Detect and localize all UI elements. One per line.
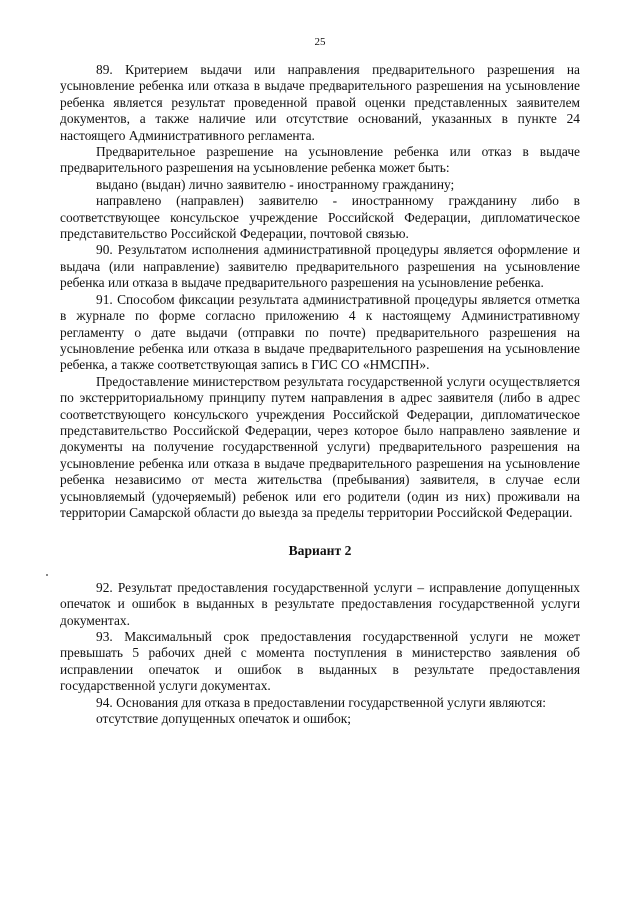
paragraph-sent-by-mail: направлено (направлен) заявителю - иностранному гражданину либо в соответствующее консульское учреждение Российской Федерации, дипломатическое представительство Российской Федерации, почтовой связью. xyxy=(60,193,580,242)
paragraph-93: 93. Максимальный срок предоставления государственной услуги не может превышать 5 рабочих дней с момента поступления в министерство заявления об исправлении опечаток и ошибок в выданных в результате предоставления государственной услуги документах. xyxy=(60,629,580,694)
paragraph-issued-personally: выдано (выдан) лично заявителю - иностранному гражданину; xyxy=(96,176,455,192)
paragraph-extraterritorial: Предоставление министерством результата государственной услуги осуществляется по экстерриториальному принципу путем направления в адрес заявителя (либо в адрес соответствующего консульского учреждения Российской Федерации, дипломатическое представительство Российской Федерации, через которое было направлено заявление и документы на получение государственной услуги) предварительного разрешения на усыновление ребенка или отказа в выдаче предварительного разрешения на усыновление ребенка независимо от места жительства (пребывания) заявителя, в случае если усыновляемый (удочеряемый) ребенок или его родители (один из них) проживали на территории Самарской области до выезда за пределы территории Российской Федерации. xyxy=(60,373,580,520)
page-number: 25 xyxy=(314,36,326,48)
paragraph-91: 91. Способом фиксации результата административной процедуры является отметка в журнале по форме согласно приложению 4 к настоящему Административному регламенту о дате выдачи (отправки по почте) предварительного разрешения на усыновление ребенка или отказа в выдаче предварительного разрешения на усыновление ребенка, а также соответствующая запись в ГИС СО «НМСПН». xyxy=(60,291,580,373)
paragraph-preliminary-permit: Предварительное разрешение на усыновление ребенка или отказ в выдаче предварительного разрешения на усыновление ребенка может быть: xyxy=(60,144,580,176)
document-body xyxy=(60,62,580,727)
paragraph-89: 89. Критерием выдачи или направления предварительного разрешения на усыновление ребенка или отказа в выдаче предварительного разрешения на усыновление ребенка является результат проведенной правой оценки представленных заявителем документов, а также наличие или отсутствие оснований, указанных в пункте 24 настоящего Административного регламента. xyxy=(60,62,580,143)
paragraph-90: 90. Результатом исполнения административной процедуры является оформление и выдача (или направление) заявителю предварительного разрешения на усыновление ребенка или отказа в выдаче предварительного разрешения на усыновление ребенка. xyxy=(60,242,580,291)
paragraph-92: 92. Результат предоставления государственной услуги – исправление допущенных опечаток и ошибок в выданных в результате предоставления государственной услуги документах. xyxy=(60,579,580,628)
section-title: Вариант 2 xyxy=(288,543,352,559)
paragraph-94: 94. Основания для отказа в предоставлении государственной услуги являются: xyxy=(96,694,546,710)
paragraph-no-errors: отсутствие допущенных опечаток и ошибок; xyxy=(96,711,352,727)
margin-mark xyxy=(46,574,48,576)
